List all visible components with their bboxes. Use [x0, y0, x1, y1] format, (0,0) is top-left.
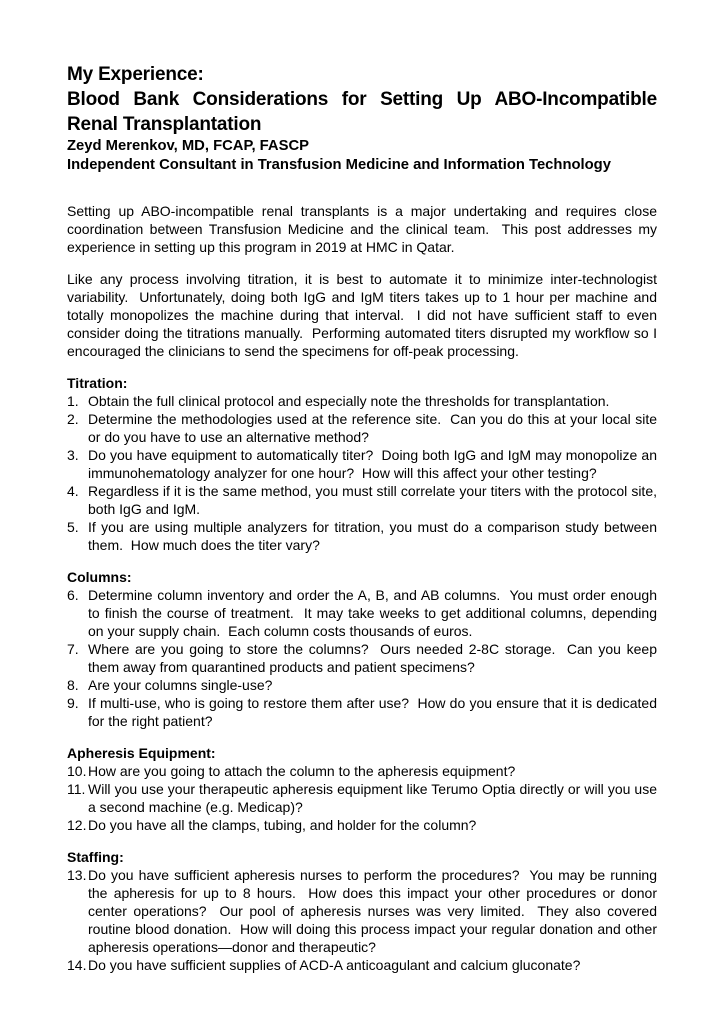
- list-item: [67, 780, 661, 816]
- list-item-number: 8.: [67, 677, 79, 693]
- list-item-text: Regardless if it is the same method, you must still correlate your titers with the protocol site, both IgG and IgM.: [88, 483, 661, 517]
- list-item-number: 6.: [67, 587, 79, 603]
- section-heading: Titration:: [67, 375, 128, 391]
- list-item: [67, 956, 657, 974]
- list-item: [67, 518, 661, 554]
- list-item-number: 9.: [67, 695, 79, 711]
- list-item: [67, 482, 661, 518]
- list-item: [67, 762, 657, 780]
- list-item-text: If you are using multiple analyzers for titration, you must do a comparison study between them. How much does the titer vary?: [88, 519, 661, 553]
- list-item-text: Obtain the full clinical protocol and especially note the thresholds for transplantation.: [88, 393, 610, 409]
- list-item-text: Will you use your therapeutic apheresis equipment like Terumo Optia directly or will you use a second machine (e.g. Medicap)?: [88, 781, 661, 815]
- intro-paragraph-1: Setting up ABO-incompatible renal transplants is a major undertaking and requires close coordination between Transfusion Medicine and the clinical team. This post addresses my experience in setting up this program in 2019 at HMC in Qatar.: [67, 203, 661, 255]
- list-item: [67, 866, 661, 956]
- list-item-text: Do you have sufficient apheresis nurses to perform the procedures? You may be running the apheresis for up to 8 hours. How does this impact your other procedures or donor center operations? Our pool of apheresis nurses was very limited. They also covered routine blood donation. How will doing this process impact your regular donation and other apheresis operations—donor and therapeutic?: [88, 867, 661, 955]
- list-item-number: 10.: [67, 763, 87, 779]
- section-titration: [67, 374, 661, 554]
- list-item-text: Determine the methodologies used at the reference site. Can you do this at your local site or do you have to use an alternative method?: [88, 411, 661, 445]
- numbered-list: [67, 586, 661, 730]
- list-item-number: 11.: [67, 781, 86, 797]
- list-item-text: Where are you going to store the columns? Ours needed 2-8C storage. Can you keep them away from quarantined products and patient specimens?: [88, 641, 661, 675]
- list-item-number: 4.: [67, 483, 79, 499]
- numbered-list: [67, 762, 661, 834]
- list-item-text: Do you have equipment to automatically titer? Doing both IgG and IgM may monopolize an immunohematology analyzer for one hour? How will this affect your other testing?: [88, 447, 661, 481]
- author-name: Zeyd Merenkov, MD, FCAP, FASCP: [67, 138, 310, 154]
- list-item: [67, 694, 661, 730]
- numbered-list: [67, 392, 661, 554]
- section-heading: Apheresis Equipment:: [67, 745, 216, 761]
- list-item-number: 7.: [67, 641, 79, 657]
- list-item: [67, 676, 657, 694]
- list-item: [67, 586, 661, 640]
- list-item-number: 13.: [67, 867, 87, 883]
- document-title-line-2: Renal Transplantation: [67, 114, 262, 135]
- list-item-number: 3.: [67, 447, 79, 463]
- document-title-prefix: My Experience:: [67, 64, 204, 85]
- numbered-list: [67, 866, 661, 974]
- list-item-text: Are your columns single-use?: [88, 677, 273, 693]
- list-item-text: How are you going to attach the column to the apheresis equipment?: [88, 763, 516, 779]
- list-item-text: Determine column inventory and order the A, B, and AB columns. You must order enough to finish the course of treatment. It may take weeks to get additional columns, depending on your supply chain. Each column costs thousands of euros.: [88, 587, 661, 639]
- list-item-number: 14.: [67, 957, 87, 973]
- author-role: Independent Consultant in Transfusion Medicine and Information Technology: [67, 157, 611, 173]
- list-item: [67, 640, 661, 676]
- list-item: [67, 410, 661, 446]
- list-item: [67, 816, 657, 834]
- list-item: [67, 392, 657, 410]
- section-heading: Columns:: [67, 569, 132, 585]
- document-title-line-1: Blood Bank Considerations for Setting Up ABO-Incompatible: [67, 89, 657, 110]
- list-item-number: 5.: [67, 519, 79, 535]
- list-item-text: Do you have all the clamps, tubing, and holder for the column?: [88, 817, 477, 833]
- list-item-text: Do you have sufficient supplies of ACD-A anticoagulant and calcium gluconate?: [88, 957, 581, 973]
- list-item-number: 2.: [67, 411, 79, 427]
- section-heading: Staffing:: [67, 849, 124, 865]
- section-columns: [67, 568, 661, 730]
- section-apheresis-equipment: [67, 744, 661, 834]
- document-header: [67, 62, 657, 175]
- list-item: [67, 446, 661, 482]
- list-item-number: 1.: [67, 393, 79, 409]
- section-staffing: [67, 848, 661, 974]
- list-item-text: If multi-use, who is going to restore them after use? How do you ensure that it is dedicated for the right patient?: [88, 695, 661, 729]
- list-item-number: 12.: [67, 817, 87, 833]
- intro-paragraph-2: Like any process involving titration, it is best to automate it to minimize inter-technologist variability. Unfortunately, doing both IgG and IgM titers takes up to 1 hour per machine and totally monopolizes the machine during that interval. I did not have sufficient staff to even consider doing the titrations manually. Performing automated titers disrupted my workflow so I encouraged the clinicians to send the specimens for off-peak processing.: [67, 271, 661, 359]
